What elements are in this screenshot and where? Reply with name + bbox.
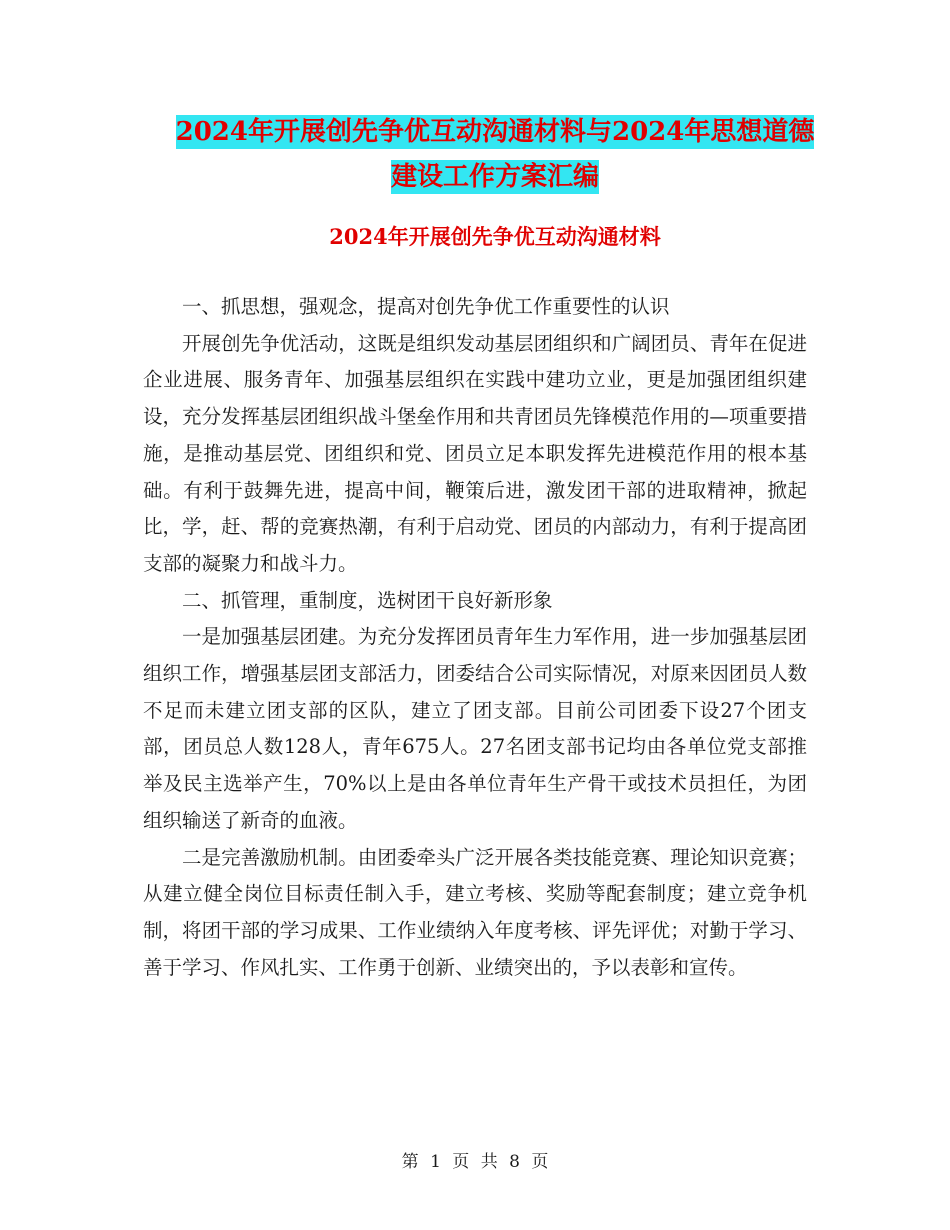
- paragraph: 二是完善激励机制。由团委牵头广泛开展各类技能竞赛、理论知识竞赛；从建立健全岗位目标责任制入手，建立考核、奖励等配套制度；建立竞争机制，将团干部的学习成果、工作业绩纳入年度考核、评先评优；对勤于学习、善于学习、作风扎实、工作勇于创新、业绩突出的，予以表彰和宣传。: [143, 845, 807, 979]
- paragraph: 开展创先争优活动，这既是组织发动基层团组织和广阔团员、青年在促进企业进展、服务青年、加强基层组织在实践中建功立业，更是加强团组织建设，充分发挥基层团组织战斗堡垒作用和共青团员先锋模范作用的—项重要措施，是推动基层党、团组织和党、团员立足本职发挥先进模范作用的根本基础。有利于鼓舞先进，提高中间，鞭策后进，激发团干部的进取精神，掀起比，学，赶、帮的竞赛热潮，有利于启动党、团员的内部动力，有利于提高团支部的凝聚力和战斗力。: [143, 331, 807, 575]
- page-number-footer: 第 1 页 共 8 页: [401, 1152, 549, 1172]
- section-title: 2024年开展创先争优互动沟通材料: [329, 224, 661, 249]
- title-line-1: 2024年开展创先争优互动沟通材料与2024年思想道德: [175, 117, 815, 147]
- document-body: [143, 289, 807, 986]
- paragraph: 一是加强基层团建。为充分发挥团员青年生力军作用，进一步加强基层团组织工作，增强基层团支部活力，团委结合公司实际情况，对原来因团员人数不足而未建立团支部的区队，建立了团支部。目前公司团委下设27个团支部，团员总人数128人，青年675人。27名团支部书记均由各单位党支部推举及民主选举产生，70%以上是由各单位青年生产骨干或技术员担任，为团组织输送了新奇的血液。: [143, 625, 807, 832]
- paragraph-heading-2: 二、抓管理，重制度，选树团干良好新形象: [182, 588, 553, 612]
- document-title: [140, 110, 850, 200]
- paragraph-heading-1: 一、抓思想，强观念，提高对创先争优工作重要性的认识: [182, 295, 670, 318]
- title-line-2: 建设工作方案汇编: [390, 162, 599, 192]
